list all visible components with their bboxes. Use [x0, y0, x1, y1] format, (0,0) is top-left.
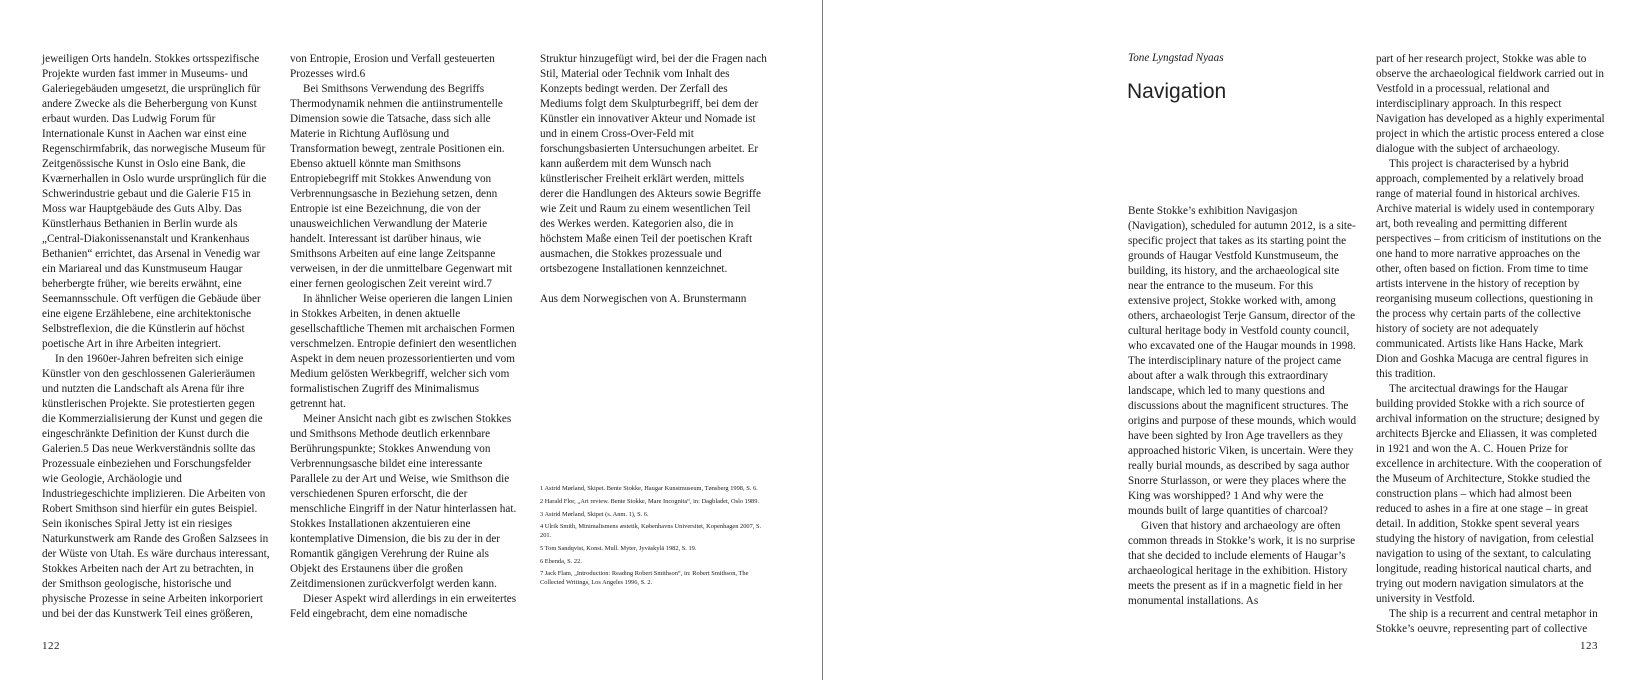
page-number-left: 122 — [42, 640, 60, 652]
paragraph: The ship is a recurrent and central metaphor in Stokke’s oeuvre, representing part of collective — [1376, 608, 1598, 635]
paragraph: jeweiligen Orts handeln. Stokkes ortsspezifische Projekte wurden fast immer in Museums- und Galeriegebäuden umgesetzt, die ursprünglich für andere Zwecke als die Beherbergung von Kunst erbaut wurden. Das Ludwig Forum für Internationale Kunst in Aachen war einst eine Regenschirmfabrik, das norwegische Museum für Zeitgenössische Kunst in Oslo eine Bank, die Kværnerhallen in Oslo wurde ursprünglich für die Schwerindustrie gebaut und die Galerie F15 in Moss war Hauptgebäude des Guts Alby. Das Künstlerhaus Bethanien in Berlin wurde als „Central-Diakonissenanstalt und Krankenhaus Bethanien“ errichtet, das Arsenal in Venedig war ein Mariareal und das Kunstmuseum Haugar beherbergte früher, wie bereits erwähnt, eine Seemannsschule. Oft verfügen die Gebäude über eine eigene Erzählebene, eine architektonische Selbstreflexion, die die Künstlerin auf höchst poetische Art in ihre Arbeiten integriert. — [42, 53, 267, 350]
page-number-right: 123 — [1580, 640, 1598, 652]
footnote: 3 Astrid Mørland, Skipet (s. Anm. 1), S. 6. — [540, 510, 649, 518]
paragraph: The arcitectual drawings for the Haugar building provided Stokke with a rich source of archival information on the structure; designed by architects Bjercke and Eliassen, it was completed in 1921 and won the A. C. Houen Prize for excellence in architecture. With the cooperation of the Museum of Architecture, Stokke studied the construction plans – which had almost been reduced to ashes in a fire at one stage – in great detail. In addition, Stokke spent several years studying the history of navigation, from celestial navigation to using of the sextant, to calculating longitude, reading historical nautical charts, and trying out modern navigation simulators at the university in Vestfold. — [1376, 383, 1602, 605]
footnote: 4 Ulrik Smith, Minimalismens æstetik, Københavns Universitet, Kopenhagen 2007, S. 201. — [540, 523, 762, 539]
paragraph: In den 1960er-Jahren befreiten sich einige Künstler von den geschlossenen Galerieräumen und nutzten die Landschaft als Arena für ihre künstlerischen Projekte. Sie protestierten gegen die Kommerzialisierung der Kunst und gegen die eingeschränkte Definition der Kunst durch die Galerien.5 Das neue Werkverständnis sollte das Prozessuale einbeziehen und Forschungsfelder wie Geologie, Archäologie und Industriegeschichte implizieren. Die Arbeiten von Robert Smithson sind hierfür ein gutes Beispiel. Sein ikonisches Spiral Jetty ist ein riesiges Naturkunstwerk am Rande des Großen Salzsees in der Wüste von Utah. Es wäre durchaus interessant, Stokkes Arbeiten nach der Art zu betrachten, in der Smithson geologische, historische und physische Prozesse in seine Arbeiten inkorporiert und bei der das Kunstwerk Teil eines größeren, — [42, 353, 270, 620]
paragraph: Bei Smithsons Verwendung des Begriffs Thermodynamik nehmen die antiinstrumentelle Dimension sowie die Tatsache, dass sich alle Materie in Richtung Auflösung und Transformation bewegt, zentrale Positionen ein. Ebenso aktuell könnte man Smithsons Entropiebegriff mit Stokkes Anwendung von Verbrennungsasche in Beziehung setzen, denn Entropie ist eine Bezeichnung, die von der unausweichlichen Verwandlung der Materie handelt. Interessant ist darüber hinaus, wie Smithsons Arbeiten auf eine lange Zeitspanne verweisen, in der die unmittelbare Gegenwart mit einer fernen geologischen Zeit vereint wird.7 — [290, 83, 513, 290]
paragraph: Struktur hinzugefügt wird, bei der die Fragen nach Stil, Material oder Technik vom Inhalt des Konzepts bedingt werden. Der Zerfall des Mediums folgt dem Skulpturbegriff, bei dem der Künstler ein innovativer Akteur und Nomade ist und in einem Cross-Over-Feld mit forschungsbasierten Untersuchungen arbeitet. Er kann außerdem mit dem Wunsch nach künstlerischer Freiheit erklärt werden, mittels derer die Handlungen des Akteurs sowie Begriffe wie Zeit und Raum zu einem wesentlichen Teil des Werkes werden. Kategorien also, die in höchstem Maße einen Teil der poetischen Kraft ausmachen, die Stokkes prozessuale und ortsbezogene Installationen kennzeichnet. — [540, 53, 767, 275]
page-gutter-divider — [822, 0, 823, 680]
paragraph: In ähnlicher Weise operieren die langen Linien in Stokkes Arbeiten, in denen aktuelle gesellschaftliche Themen mit archaischen Formen verschmelzen. Entropie definiert den wesentlichen Aspekt in dem neuen prozessorientierten und vom Medium gelösten Werkbegriff, welcher sich vom formalistischen Zugriff des Minimalismus getrennt hat. — [290, 293, 517, 410]
footnotes — [540, 485, 768, 592]
footnote: 6 Ebenda, S. 22. — [540, 557, 582, 565]
paragraph: von Entropie, Erosion und Verfall gesteuerten Prozesses wird.6 — [290, 53, 495, 80]
right-page-column-2 — [1376, 52, 1606, 637]
paragraph: Meiner Ansicht nach gibt es zwischen Stokkes und Smithsons Methode deutlich erkennbare Berührungspunkte; Stokkes Anwendung von Verbrennungsasche bildet eine interessante Parallele zu der Art und Weise, wie Smithson die verschiedenen Spuren erforscht, die der menschliche Eingriff in der Natur hinterlassen hat. Stokkes Installationen akzentuieren eine kontemplative Dimension, die bis zu der in der Romantik gängigen Verehrung der Ruine als Objekt des Erstaunens über die großen Zeitdimensionen zurückverfolgt werden kann. — [290, 413, 517, 590]
footnote: 5 Tom Sandqvist, Konst. Mull. Myter, Jyväskylä 1982, S. 19. — [540, 544, 697, 552]
translator-credit: Aus dem Norwegischen von A. Brunstermann — [540, 293, 747, 305]
paragraph: Bente Stokke’s exhibition Navigasjon (Navigation), scheduled for autumn 2012, is a site-specific project that takes as its starting point the grounds of Haugar Vestfold Kunstmuseum, the building, its history, and the archaeological site near the entrance to the museum. For this extensive project, Stokke worked with, among others, archaeologist Terje Gansum, director of the cultural heritage body in Vestfold county council, who excavated one of the Haugar mounds in 1998. The interdisciplinary nature of the project came about after a walk through this extraordinary landscape, which led to many questions and discussions about the magnificent structures. The origins and purpose of these mounds, which would have been sighted by Iron Age travellers as they approached historic Viken, is uncertain. Were they really burial mounds, as described by saga author Snorre Sturlasson, or were they places where the King was worshipped? 1 And why were the mounds built of large quantities of charcoal? — [1128, 205, 1357, 517]
paragraph: Dieser Aspekt wird allerdings in ein erweitertes Feld eingebracht, dem eine nomadische — [290, 593, 517, 620]
left-page-column-1 — [42, 52, 270, 622]
paragraph: This project is characterised by a hybrid approach, complemented by a relatively broad range of material found in historical archives. Archive material is widely used in contemporary art, both revealing and permitting different perspectives – from criticism of institutions on the one hand to more narrative approaches on the other, often based on fiction. From time to time artists intervene in the history of reception by reorganising museum collections, questioning in the process why certain parts of the collective history of society are not adequately communicated. Artists like Hans Hacke, Mark Dion and Goshka Macuga are central figures in this tradition. — [1376, 158, 1602, 380]
left-page-column-2 — [290, 52, 518, 622]
article-title: Navigation — [1127, 80, 1227, 103]
right-page-column-1 — [1128, 204, 1358, 609]
footnote: 2 Harald Flor, „Art review. Bente Stokke, Mare Incognita“, in: Dagbladet, Oslo 1989. — [540, 497, 760, 505]
paragraph: Given that history and archaeology are often common threads in Stokke’s work, it is no surprise that she decided to include elements of Haugar’s archaeological heritage in the exhibition. History meets the present as if in a magnetic field in her monumental installations. As — [1128, 520, 1356, 607]
footnote: 1 Astrid Mørland, Skipet. Bente Stokke, Haugar Kunstmuseum, Tønsberg 1998, S. 6. — [540, 485, 758, 492]
left-page-column-3 — [540, 52, 768, 307]
footnote: 7 Jack Flam, „Introduction: Reading Robert Smithson“, in: Robert Smithson, The Collected Writings, Los Angeles 1996, S. 2. — [540, 570, 749, 586]
paragraph: part of her research project, Stokke was able to observe the archaeological fieldwork carried out in Vestfold in a processual, relational and interdisciplinary approach. In this respect Navigation has developed as a highly experimental project in which the artistic process entered a close dialogue with the subject of archaeology. — [1376, 53, 1605, 155]
author-name: Tone Lyngstad Nyaas — [1128, 52, 1224, 64]
